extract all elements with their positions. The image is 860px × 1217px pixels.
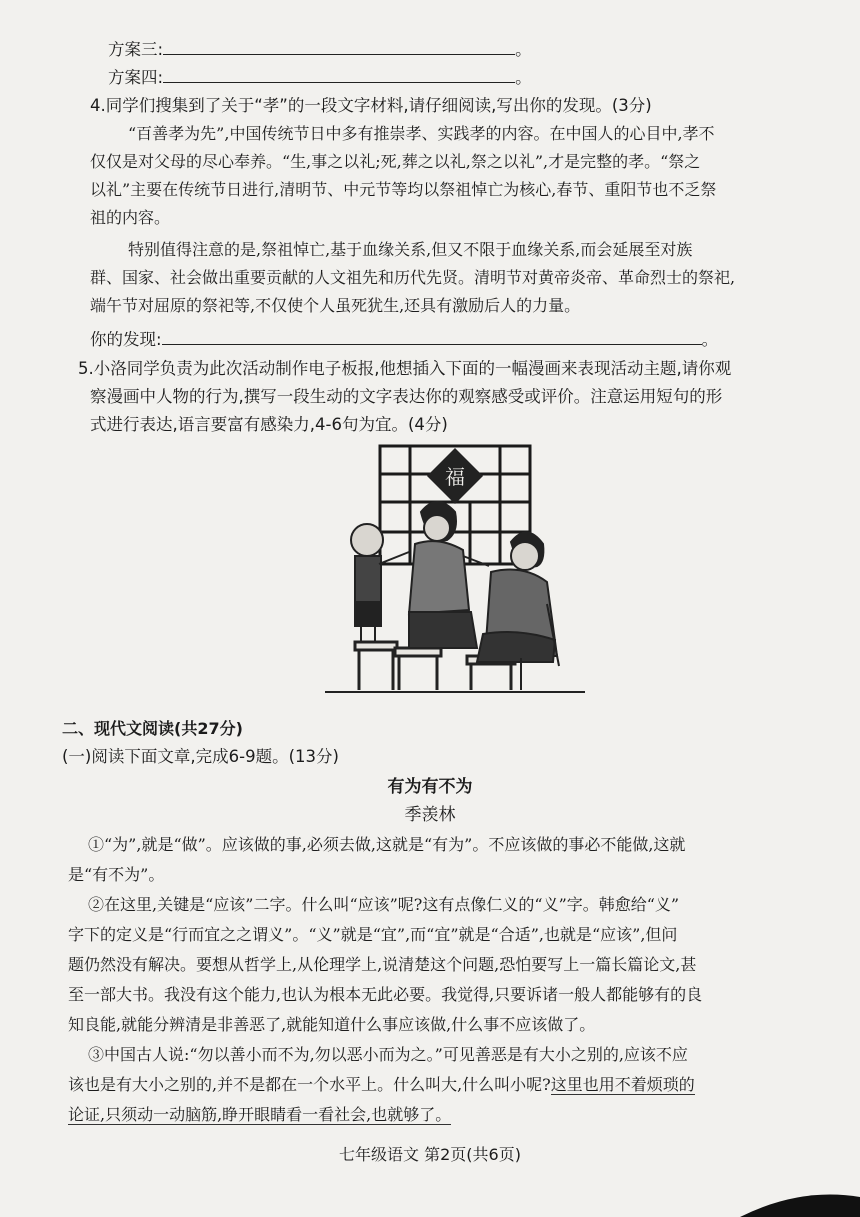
q5-line3: 式进行表达,语言要富有感染力,4-6句为宜。(4分) [90, 415, 448, 434]
para3-line2-text: 该也是有大小之别的,并不是都在一个水平上。什么叫大,什么叫小呢? [68, 1075, 551, 1094]
plan3-line [108, 38, 532, 62]
fu-sign-icon [427, 448, 483, 504]
section2-sub: (一)阅读下面文章,完成6-9题。(13分) [62, 747, 339, 766]
para2-line3: 题仍然没有解决。要想从哲学上,从伦理学上,说清楚这个问题,恐怕要写上一篇长篇论文,甚 [68, 955, 697, 974]
para3-underlined-start: 这里也用不着烦琐的 [550, 1075, 695, 1094]
q4-prompt: 4.同学们搜集到了关于“孝”的一段文字材料,请仔细阅读,写出你的发现。(3分) [90, 96, 652, 115]
article-author: 季羡林 [404, 805, 456, 825]
para2-line1: ②在这里,关键是“应该”二字。什么叫“应该”呢?这有点像仁义的“义”字。韩愈给“义” [88, 895, 680, 914]
para3-line3 [68, 1103, 451, 1127]
corner-shadow [740, 1187, 860, 1217]
q5-line1: 5.小洛同学负责为此次活动制作电子板报,他想插入下面的一幅漫画来表现活动主题,请你观 [78, 359, 732, 378]
plan3-label: 方案三: [108, 40, 164, 59]
grandmother-figure [477, 532, 559, 690]
finding-end: 。 [701, 330, 719, 349]
para3-line2 [68, 1073, 695, 1097]
q4-p1-line1: “百善孝为先”,中国传统节日中多有推崇孝、实践孝的内容。在中国人的心目中,孝不 [128, 124, 715, 143]
plan4-line [108, 66, 532, 90]
q4-p2-line3: 端午节对屈原的祭祀等,不仅使个人虽死犹生,还具有激励后人的力量。 [90, 296, 581, 315]
para1-line1: ①“为”,就是“做”。应该做的事,必须去做,这就是“有为”。不应该做的事必不能做,这就 [88, 835, 686, 854]
finding-label: 你的发现: [90, 330, 162, 349]
plan4-label: 方案四: [108, 68, 164, 87]
page-footer: 七年级语文 第2页(共6页) [339, 1145, 521, 1164]
para2-line2: 字下的定义是“行而宜之之谓义”。“义”就是“宜”,而“宜”就是“合适”,也就是“应该”,但问 [68, 925, 678, 944]
plan3-answer-blank[interactable] [163, 38, 515, 55]
section2-heading: 二、现代文阅读(共27分) [62, 719, 243, 738]
plan3-end: 。 [515, 40, 532, 59]
svg-text:福: 福 [445, 465, 465, 489]
finding-answer-blank[interactable] [162, 328, 702, 345]
para3-underlined-end: 论证,只须动一动脑筋,睁开眼睛看一看社会,也就够了。 [68, 1105, 452, 1124]
child-figure [351, 524, 409, 642]
q4-p1-line3: 以礼”主要在传统节日进行,清明节、中元节等均以祭祖悼亡为核心,春节、重阳节也不乏祭 [90, 180, 717, 199]
q4-finding-line [90, 328, 718, 352]
q4-p1-line4: 祖的内容。 [90, 208, 171, 227]
cartoon-illustration [325, 444, 585, 696]
plan4-answer-blank[interactable] [163, 66, 515, 83]
article-title: 有为有不为 [387, 777, 473, 797]
para2-line4: 至一部大书。我没有这个能力,也认为根本无此必要。我觉得,只要诉诸一般人都能够有的良 [68, 985, 703, 1004]
q4-p2-line1: 特别值得注意的是,祭祖悼亡,基于血缘关系,但又不限于血缘关系,而会延展至对族 [128, 240, 693, 259]
q5-line2: 察漫画中人物的行为,撰写一段生动的文字表达你的观察感受或评价。注意运用短句的形 [90, 387, 723, 406]
mother-figure [409, 502, 489, 648]
para3-line1: ③中国古人说:“勿以善小而不为,勿以恶小而为之。”可见善恶是有大小之别的,应该不应 [88, 1045, 688, 1064]
q4-p2-line2: 群、国家、社会做出重要贡献的人文祖先和历代先贤。清明节对黄帝炎帝、革命烈士的祭祀, [90, 268, 736, 287]
q4-p1-line2: 仅仅是对父母的尽心奉养。“生,事之以礼;死,葬之以礼,祭之以礼”,才是完整的孝。“祭之 [90, 152, 701, 171]
plan4-end: 。 [515, 68, 532, 87]
para2-line5: 知良能,就能分辨清是非善恶了,就能知道什么事应该做,什么事不应该做了。 [68, 1015, 596, 1034]
para1-line2: 是“有不为”。 [68, 865, 165, 884]
